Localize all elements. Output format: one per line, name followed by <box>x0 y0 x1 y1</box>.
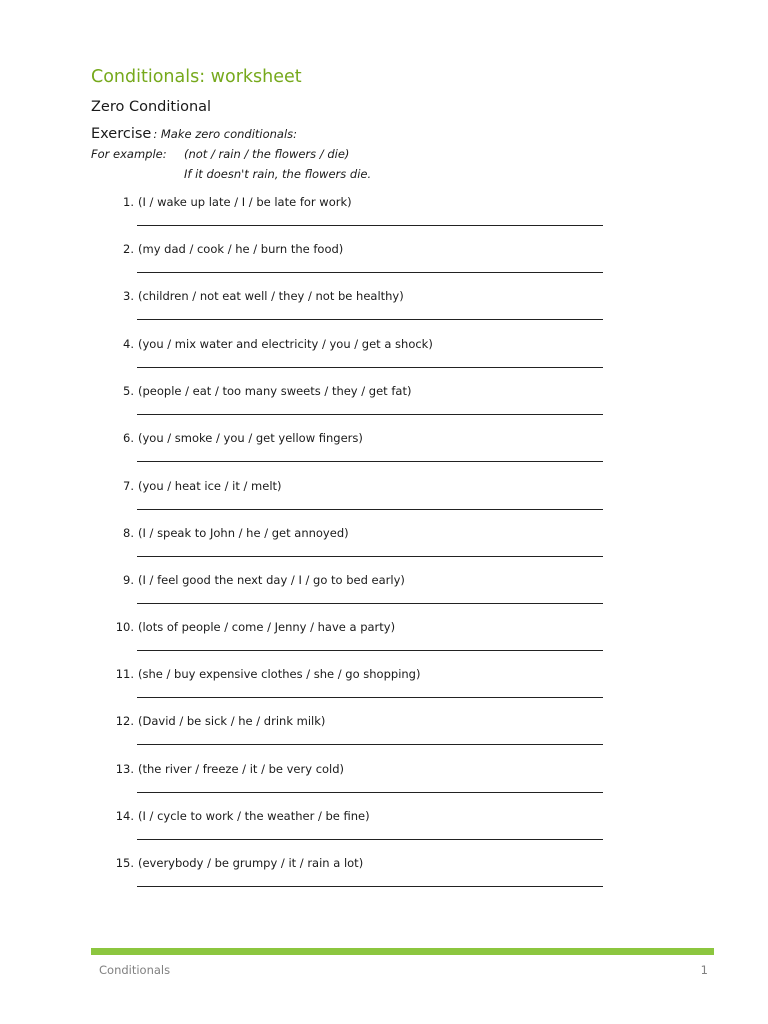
item-number: 7. <box>123 479 134 493</box>
page-number: 1 <box>700 963 708 977</box>
item-number: 2. <box>123 242 134 256</box>
exercise-instruction <box>91 123 297 142</box>
exercise-item <box>0 809 768 849</box>
item-prompt: (she / buy expensive clothes / she / go shopping) <box>138 667 421 681</box>
item-prompt: (my dad / cook / he / burn the food) <box>138 242 344 256</box>
exercise-item <box>0 856 768 896</box>
item-number: 5. <box>123 384 134 398</box>
answer-line[interactable] <box>137 839 603 840</box>
item-number: 14. <box>115 809 134 823</box>
item-number: 1. <box>123 195 134 209</box>
exercise-item <box>0 242 768 282</box>
example-prompt: (not / rain / the flowers / die) <box>184 147 350 161</box>
exercise-item <box>0 479 768 519</box>
example-answer: If it doesn't rain, the flowers die. <box>184 167 372 181</box>
answer-line[interactable] <box>137 272 603 273</box>
answer-line[interactable] <box>137 461 603 462</box>
exercise-item <box>0 431 768 471</box>
exercise-item <box>0 573 768 613</box>
answer-line[interactable] <box>137 650 603 651</box>
item-number: 11. <box>115 667 134 681</box>
answer-line[interactable] <box>137 792 603 793</box>
worksheet-title: Conditionals: worksheet <box>91 67 302 87</box>
example-label: For example: <box>91 147 167 161</box>
answer-line[interactable] <box>137 744 603 745</box>
exercise-label: Exercise <box>91 126 152 142</box>
item-prompt: (lots of people / come / Jenny / have a party) <box>138 620 396 634</box>
item-prompt: (you / smoke / you / get yellow fingers) <box>138 431 363 445</box>
item-prompt: (I / wake up late / I / be late for work) <box>138 195 352 209</box>
item-prompt: (people / eat / too many sweets / they / get fat) <box>138 384 412 398</box>
section-subtitle: Zero Conditional <box>91 99 212 115</box>
item-prompt: (David / be sick / he / drink milk) <box>138 714 326 728</box>
exercise-item <box>0 714 768 754</box>
exercise-item <box>0 667 768 707</box>
footer-title: Conditionals <box>99 963 171 977</box>
item-prompt: (I / feel good the next day / I / go to bed early) <box>138 573 405 587</box>
footer-divider <box>91 948 714 955</box>
item-number: 8. <box>123 526 134 540</box>
exercise-item <box>0 337 768 377</box>
answer-line[interactable] <box>137 225 603 226</box>
item-prompt: (you / heat ice / it / melt) <box>138 479 282 493</box>
item-prompt: (you / mix water and electricity / you / get a shock) <box>138 337 433 351</box>
answer-line[interactable] <box>137 414 603 415</box>
item-number: 10. <box>115 620 134 634</box>
exercise-item <box>0 289 768 329</box>
item-number: 4. <box>123 337 134 351</box>
item-number: 12. <box>115 714 134 728</box>
answer-line[interactable] <box>137 697 603 698</box>
exercise-item <box>0 384 768 424</box>
item-number: 3. <box>123 289 134 303</box>
answer-line[interactable] <box>137 319 603 320</box>
answer-line[interactable] <box>137 367 603 368</box>
exercise-item <box>0 195 768 235</box>
item-prompt: (I / cycle to work / the weather / be fine) <box>138 809 370 823</box>
item-prompt: (the river / freeze / it / be very cold) <box>138 762 345 776</box>
exercise-item <box>0 526 768 566</box>
item-prompt: (everybody / be grumpy / it / rain a lot) <box>138 856 364 870</box>
item-number: 9. <box>123 573 134 587</box>
answer-line[interactable] <box>137 556 603 557</box>
item-prompt: (children / not eat well / they / not be healthy) <box>138 289 404 303</box>
exercise-text: : Make zero conditionals: <box>153 127 298 141</box>
exercise-item <box>0 620 768 660</box>
item-number: 13. <box>115 762 134 776</box>
item-number: 15. <box>115 856 134 870</box>
answer-line[interactable] <box>137 509 603 510</box>
answer-line[interactable] <box>137 886 603 887</box>
exercise-item <box>0 762 768 802</box>
item-prompt: (I / speak to John / he / get annoyed) <box>138 526 349 540</box>
item-number: 6. <box>123 431 134 445</box>
answer-line[interactable] <box>137 603 603 604</box>
